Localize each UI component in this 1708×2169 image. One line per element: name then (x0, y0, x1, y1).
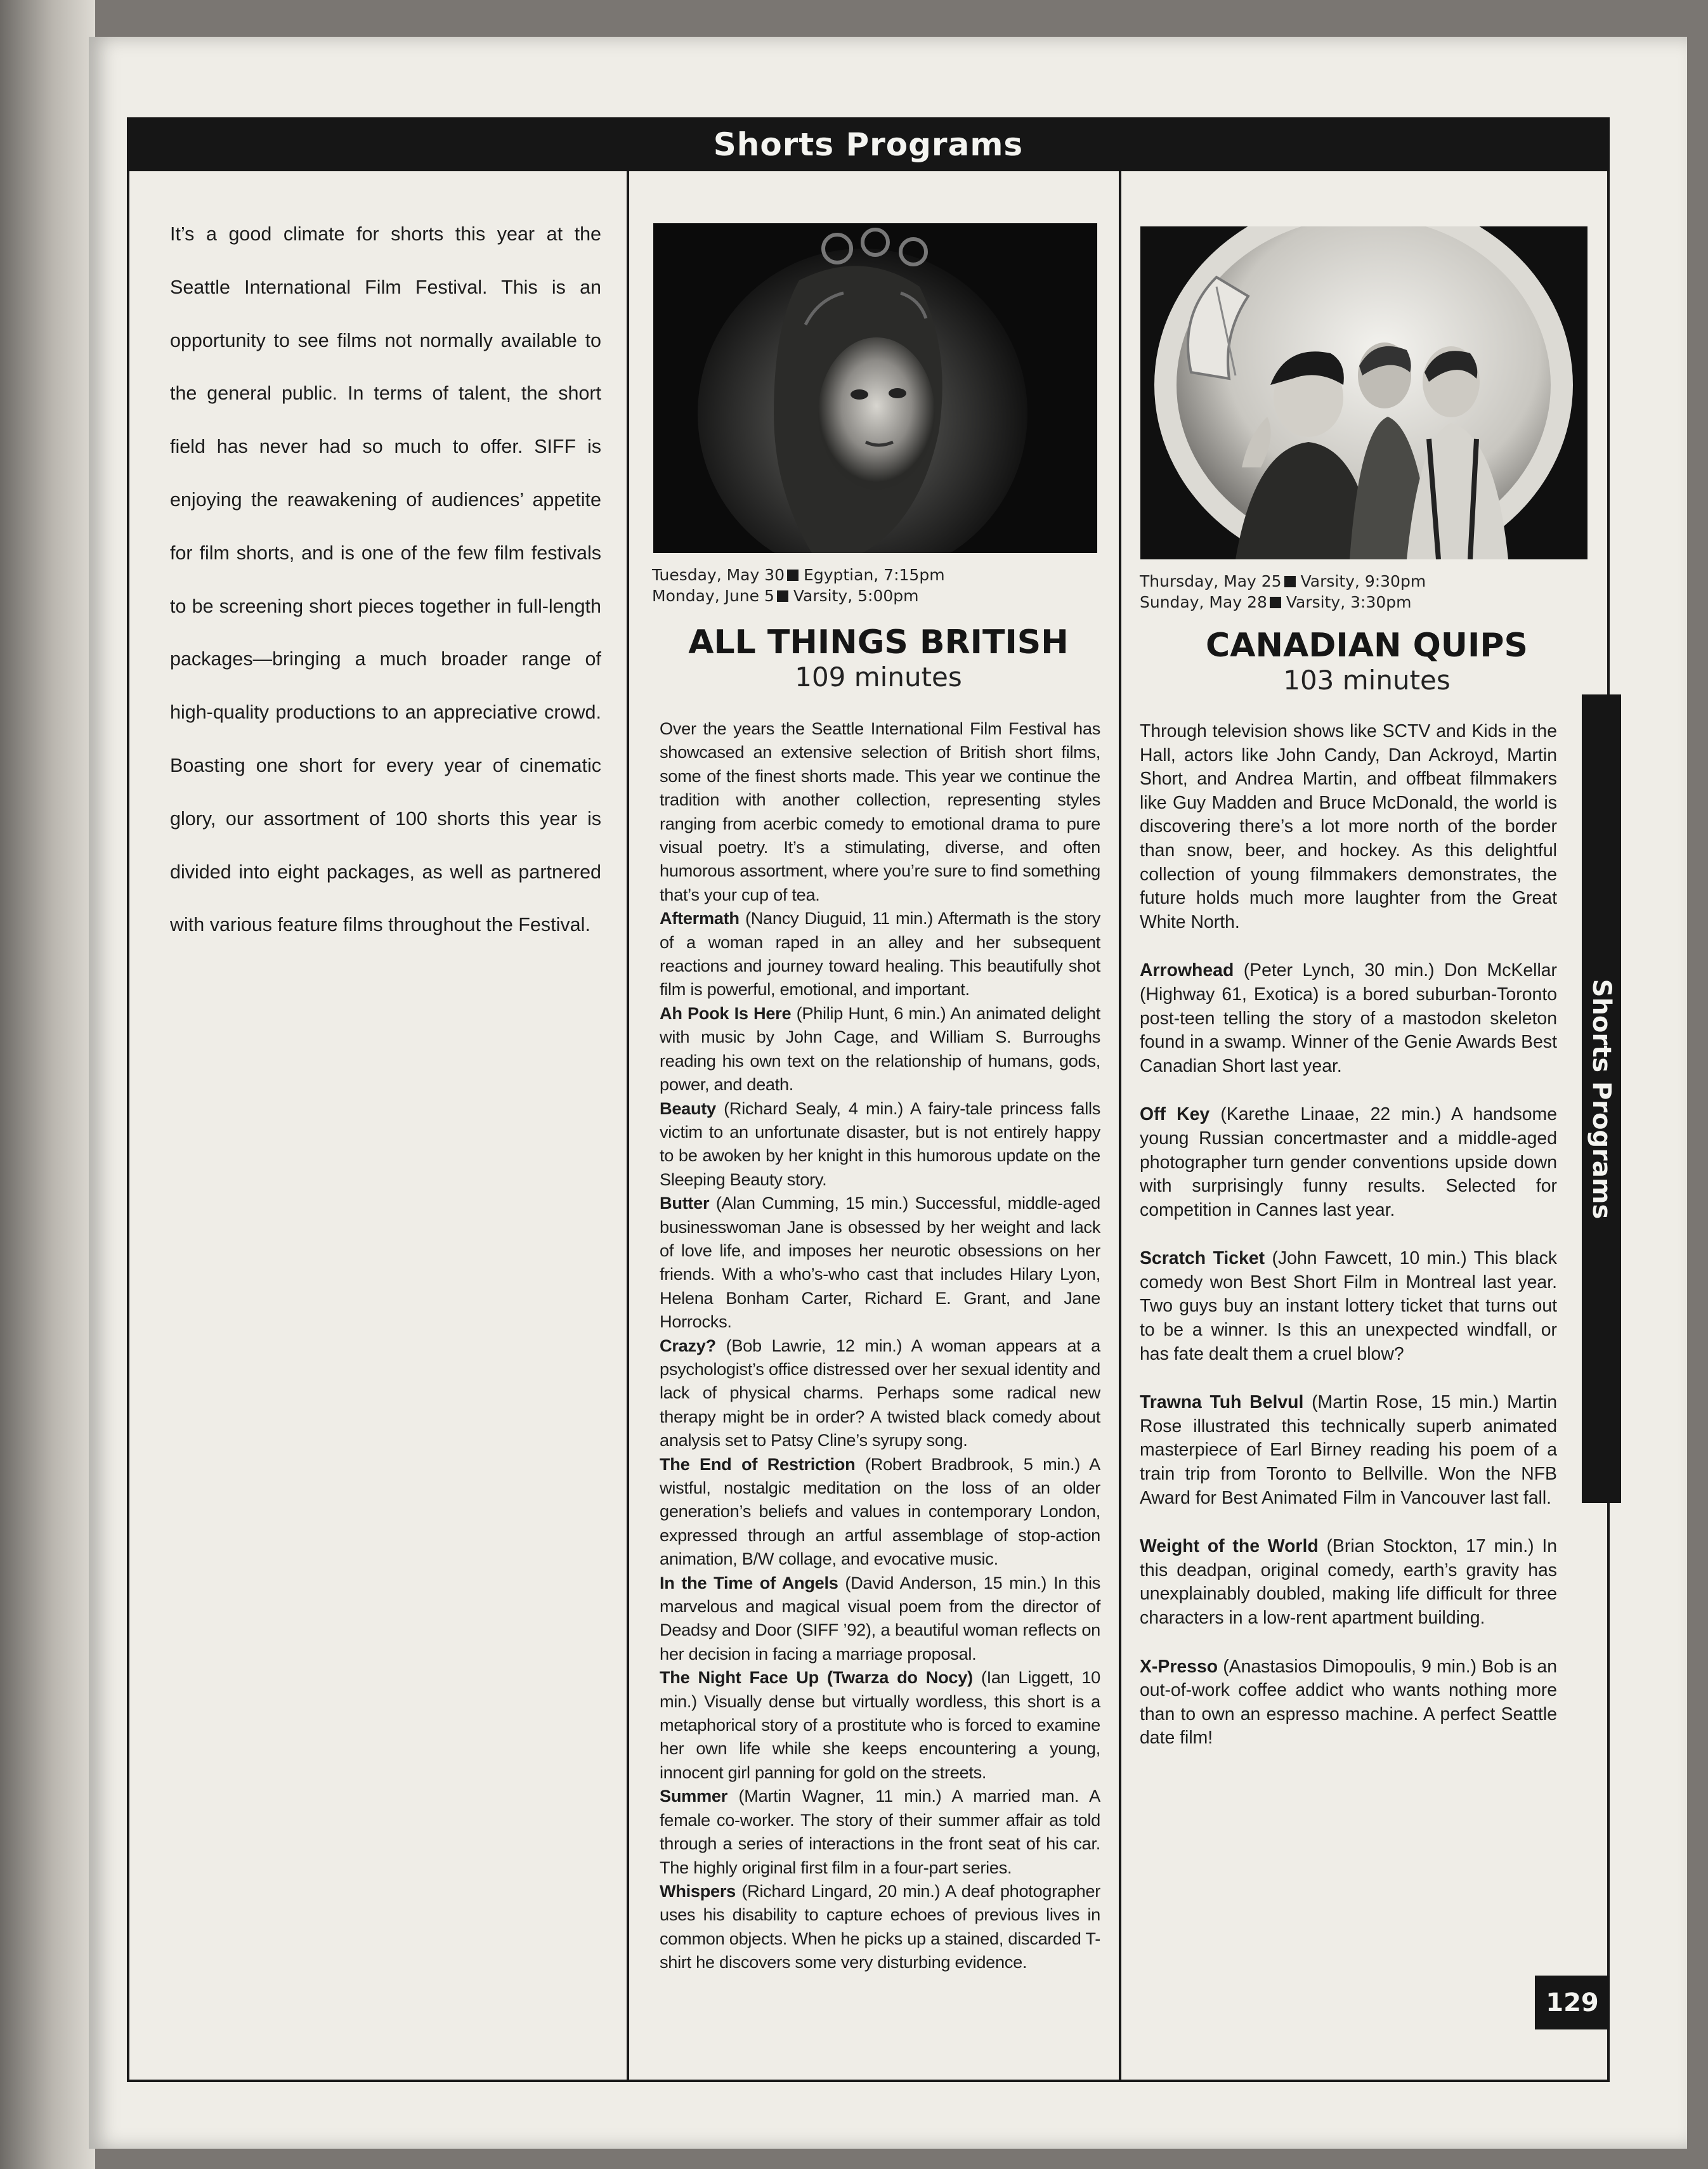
program-intro: Through television shows like SCTV and Kids in the Hall, actors like John Candy, Dan Ackroyd, Martin Short, and Andrea Martin, and offbeat filmmakers like Guy Madden and Bruce McDonald, the world is discovering there’s a lot more north of the border than snow, beer, and hockey. As this delightful collection of young filmmakers demonstrates, the future holds much more laughter from the Great White North. (1140, 721, 1557, 932)
section-title: Shorts Programs (713, 126, 1024, 163)
film-entry: Ah Pook Is Here (Philip Hunt, 6 min.) An animated delight with music by John Cage, and William S. Burroughs reading his own text on the relationship of humans, gods, power, and death. (660, 1003, 1100, 1095)
film-title: Crazy? (660, 1335, 716, 1355)
british-runtime: 109 minutes (795, 661, 962, 693)
schedule-line: Sunday, May 28 Varsity, 3:30pm (1140, 593, 1412, 611)
british-program-title: ALL THINGS BRITISH (688, 623, 1069, 661)
page-number: 129 (1535, 1976, 1610, 2029)
film-title: The Night Face Up (Twarza do Nocy) (660, 1667, 973, 1688)
program-intro: Over the years the Seattle International Film Festival has showcased an extensive selection of British short films, some of the finest shorts made. This year we continue the tradition with another collection, representing styles ranging from acerbic comedy to emotional drama to pure visual poetry. It’s a stimulating, diverse, and often humorous assortment, where you’re sure to find something that’s your cup of tea. (660, 719, 1100, 904)
film-title: Aftermath (660, 908, 740, 928)
film-entry: Whispers (Richard Lingard, 20 min.) A deaf photographer uses his disability to capture echoes of previous lives in common objects. When he picks up a stained, discarded T-shirt he discovers some very disturbing evidence. (660, 1880, 1100, 1972)
film-title: Whispers (660, 1880, 736, 1901)
canadian-program-title: CANADIAN QUIPS (1206, 627, 1528, 665)
canadian-description (1140, 720, 1557, 1775)
column-divider (627, 171, 629, 2082)
film-entry: Butter (Alan Cumming, 15 min.) Successful, middle-aged businesswoman Jane is obsessed by her weight and lack of love life, and imposes her neurotic obsessions on her friends. With a who’s-who cast that includes Hilary Lyon, Helena Bonham Carter, Richard E. Grant, and Jane Horrocks. (660, 1193, 1100, 1332)
film-title: In the Time of Angels (660, 1572, 838, 1593)
film-entry: In the Time of Angels (David Anderson, 15 min.) In this marvelous and magical visual poem from the director of Deadsy and Door (SIFF ’92), a beautiful woman reflects on her decision in facing a marriage proposal. (660, 1572, 1100, 1664)
film-title: Weight of the World (1140, 1536, 1319, 1557)
film-title: X-Presso (1140, 1656, 1218, 1677)
film-entry: X-Presso (Anastasios Dimopoulis, 9 min.) Bob is an out-of-work coffee addict who wants nothing more than to own an espresso machine. A perfect Seattle date film! (1140, 1656, 1557, 1749)
film-entry: The End of Restriction (Robert Bradbrook, 5 min.) A wistful, nostalgic meditation on the loss of an older generation’s beliefs and values in contemporary London, expressed through an artful assemblage of stop-action animation, B/W collage, and evocative music. (660, 1454, 1100, 1569)
film-entry: The Night Face Up (Twarza do Nocy) (Ian Liggett, 10 min.) Visually dense but virtually wordless, this short is a metaphorical story of a prostitute who is forced to examine her own life while she keeps encountering a young, innocent girl panning for gold on the streets. (660, 1667, 1100, 1782)
intro-text: It’s a good climate for shorts this year at the Seattle International Film Festival. This is an opportunity to see films not normally available to the general public. In terms of talent, the short field has never had so much to offer. SIFF is enjoying the reawakening of audiences’ appetite for film shorts, and is one of the few film festivals to be screening short pieces together in full-length packages—bringing a much broader range of high-quality productions to an appreciative crowd. Boasting one short for every year of cinematic glory, our assortment of 100 shorts this year is divided into eight packages, as well as partnered with various feature films throughout the Festival. (170, 223, 601, 936)
film-entry: Off Key (Karethe Linaae, 22 min.) A handsome young Russian concertmaster and a middle-aged photographer turn gender conventions upside down with surprisingly funny results. Selected for competition in Cannes last year. (1140, 1104, 1557, 1220)
film-entry: Arrowhead (Peter Lynch, 30 min.) Don McKellar (Highway 61, Exotica) is a bored suburban-Toronto post-teen telling the story of a mastodon skeleton found in a swamp. Winner of the Genie Awards Best Canadian Short last year. (1140, 960, 1557, 1076)
book-binding (0, 0, 95, 2169)
square-bullet-icon (1284, 576, 1296, 587)
film-title: The End of Restriction (660, 1454, 856, 1474)
film-title: Scratch Ticket (1140, 1248, 1265, 1269)
film-title: Beauty (660, 1098, 716, 1118)
square-bullet-icon (787, 570, 799, 581)
column-divider (1119, 171, 1121, 2082)
film-entry: Beauty (Richard Sealy, 4 min.) A fairy-tale princess falls victim to an unfortunate disaster, but is not entirely happy to be awoken by her knight in this humorous update on the Sleeping Beauty story. (660, 1098, 1100, 1189)
schedule-line: Thursday, May 25 Varsity, 9:30pm (1140, 572, 1426, 590)
film-title: Trawna Tuh Belvul (1140, 1392, 1304, 1413)
film-entry: Scratch Ticket (John Fawcett, 10 min.) This black comedy won Best Short Film in Montreal last year. Two guys buy an instant lottery ticket that turns out to be a winner. Is this an unexpected windfall, or has fate dealt them a cruel blow? (1140, 1248, 1557, 1364)
schedule-line: Monday, June 5 Varsity, 5:00pm (652, 587, 919, 605)
film-entry: Weight of the World (Brian Stockton, 17 min.) In this deadpan, original comedy, earth’s gravity has unexplainably doubled, making life difficult for three characters in a low-rent apartment building. (1140, 1536, 1557, 1628)
british-schedule (652, 564, 945, 606)
film-title: Off Key (1140, 1104, 1210, 1125)
masked-figure-image (653, 223, 1097, 553)
canadian-schedule (1140, 571, 1426, 613)
square-bullet-icon (777, 590, 788, 602)
fisheye-group-image (1140, 226, 1587, 559)
canadian-photo (1140, 226, 1587, 559)
canadian-runtime: 103 minutes (1283, 665, 1450, 696)
british-description (660, 717, 1100, 1974)
film-title: Butter (660, 1193, 710, 1213)
film-entry: Trawna Tuh Belvul (Martin Rose, 15 min.) Martin Rose illustrated this technically superb animated masterpiece of Earl Birney reading his poem of a train trip from Toronto to Bellville. Won the NFB Award for Best Animated Film in Vancouver last fall. (1140, 1392, 1557, 1508)
square-bullet-icon (1270, 597, 1281, 608)
film-title: Arrowhead (1140, 960, 1234, 981)
section-side-tab (1582, 694, 1621, 1503)
section-header (127, 117, 1610, 171)
film-title: Ah Pook Is Here (660, 1003, 792, 1023)
film-entry: Crazy? (Bob Lawrie, 12 min.) A woman appears at a psychologist’s office distressed over her sexual identity and lack of physical charms. Perhaps some radical new therapy might be in order? A twisted black comedy about analysis set to Patsy Cline’s syrupy song. (660, 1335, 1100, 1450)
film-title: Summer (660, 1786, 727, 1806)
british-photo (653, 223, 1097, 553)
schedule-line: Tuesday, May 30 Egyptian, 7:15pm (652, 566, 945, 584)
side-tab-label: Shorts Programs (1587, 979, 1616, 1219)
film-entry: Aftermath (Nancy Diuguid, 11 min.) Aftermath is the story of a woman raped in an alley and her subsequent reactions and journey toward healing. This beautifully shot film is powerful, emotional, and important. (660, 908, 1100, 1000)
film-entry: Summer (Martin Wagner, 11 min.) A married man. A female co-worker. The story of their summer affair as told through a series of interactions in the front seat of his car. The highly original first film in a four-part series. (660, 1786, 1100, 1877)
